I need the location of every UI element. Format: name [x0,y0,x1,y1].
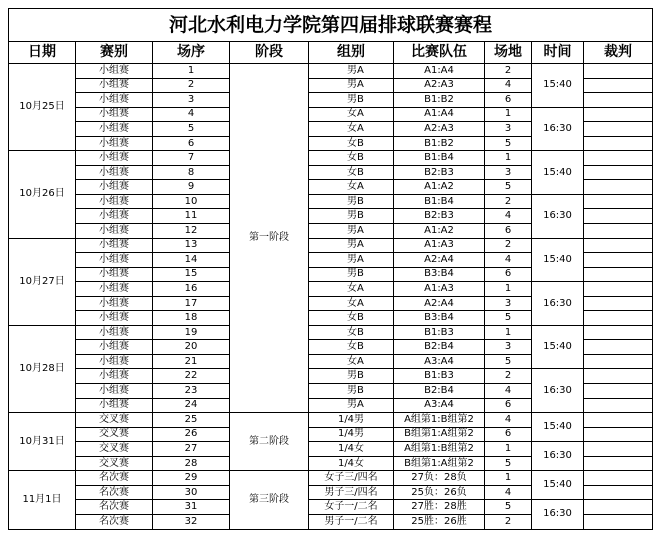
match-type-cell: 小组赛 [76,354,153,369]
match-number-cell: 31 [153,500,230,515]
match-number-cell: 8 [153,165,230,180]
header-row [9,42,653,64]
header-court: 场地 [485,42,532,64]
group-cell: 女B [309,136,394,151]
match-number-cell: 4 [153,107,230,122]
teams-cell: A1:A2 [394,224,485,239]
match-type-cell: 小组赛 [76,224,153,239]
referee-cell [584,384,653,399]
match-number-cell: 16 [153,282,230,297]
group-cell: 1/4男 [309,427,394,442]
group-cell: 男B [309,369,394,384]
match-type-cell: 小组赛 [76,369,153,384]
match-type-cell: 小组赛 [76,122,153,137]
match-number-cell: 7 [153,151,230,166]
table-row [9,282,653,297]
time-cell: 15:40 [532,471,584,500]
court-cell: 2 [485,194,532,209]
teams-cell: B2:B3 [394,165,485,180]
group-cell: 男A [309,78,394,93]
match-type-cell: 小组赛 [76,253,153,268]
teams-cell: A2:A3 [394,78,485,93]
match-type-cell: 名次赛 [76,500,153,515]
court-cell: 4 [485,78,532,93]
referee-cell [584,398,653,413]
match-number-cell: 10 [153,194,230,209]
match-number-cell: 26 [153,427,230,442]
match-type-cell: 小组赛 [76,151,153,166]
referee-cell [584,311,653,326]
court-cell: 4 [485,209,532,224]
match-type-cell: 名次赛 [76,485,153,500]
teams-cell: A1:A3 [394,238,485,253]
teams-cell: A组第1:B组第2 [394,442,485,457]
match-number-cell: 24 [153,398,230,413]
referee-cell [584,78,653,93]
teams-cell: 25负：26负 [394,485,485,500]
group-cell: 女A [309,282,394,297]
group-cell: 女A [309,296,394,311]
match-type-cell: 名次赛 [76,471,153,486]
schedule-table [8,8,653,530]
match-type-cell: 小组赛 [76,180,153,195]
match-number-cell: 22 [153,369,230,384]
teams-cell: B2:B4 [394,384,485,399]
table-row [9,64,653,79]
match-type-cell: 名次赛 [76,514,153,529]
court-cell: 3 [485,340,532,355]
group-cell: 女A [309,122,394,137]
header-teams: 比赛队伍 [394,42,485,64]
table-row [9,194,653,209]
teams-cell: B1:B3 [394,325,485,340]
match-type-cell: 小组赛 [76,238,153,253]
time-cell: 16:30 [532,442,584,471]
court-cell: 1 [485,107,532,122]
table-row [9,500,653,515]
match-type-cell: 交叉赛 [76,442,153,457]
match-number-cell: 5 [153,122,230,137]
match-type-cell: 小组赛 [76,325,153,340]
match-number-cell: 25 [153,413,230,428]
date-cell: 10月28日 [9,325,76,412]
table-row [9,325,653,340]
court-cell: 4 [485,384,532,399]
referee-cell [584,165,653,180]
referee-cell [584,325,653,340]
time-cell: 15:40 [532,413,584,442]
header-stage: 阶段 [230,42,309,64]
referee-cell [584,413,653,428]
match-number-cell: 1 [153,64,230,79]
match-number-cell: 14 [153,253,230,268]
group-cell: 男B [309,384,394,399]
time-cell: 16:30 [532,282,584,326]
court-cell: 3 [485,165,532,180]
court-cell: 1 [485,151,532,166]
group-cell: 男A [309,398,394,413]
match-number-cell: 20 [153,340,230,355]
court-cell: 1 [485,442,532,457]
match-type-cell: 小组赛 [76,78,153,93]
match-type-cell: 小组赛 [76,136,153,151]
time-cell: 15:40 [532,325,584,369]
teams-cell: 27负：28负 [394,471,485,486]
table-row [9,151,653,166]
match-number-cell: 3 [153,93,230,108]
date-cell: 10月27日 [9,238,76,325]
court-cell: 1 [485,471,532,486]
court-cell: 6 [485,224,532,239]
group-cell: 女A [309,107,394,122]
group-cell: 男A [309,64,394,79]
court-cell: 5 [485,136,532,151]
group-cell: 女B [309,340,394,355]
match-number-cell: 30 [153,485,230,500]
teams-cell: B3:B4 [394,267,485,282]
time-cell: 16:30 [532,107,584,151]
group-cell: 女B [309,325,394,340]
table-row [9,369,653,384]
table-row [9,413,653,428]
match-number-cell: 27 [153,442,230,457]
referee-cell [584,354,653,369]
date-cell: 11月1日 [9,471,76,529]
group-cell: 女B [309,311,394,326]
match-number-cell: 6 [153,136,230,151]
court-cell: 6 [485,398,532,413]
match-type-cell: 小组赛 [76,384,153,399]
group-cell: 1/4女 [309,456,394,471]
table-row [9,107,653,122]
referee-cell [584,180,653,195]
stage-cell: 第一阶段 [230,64,309,413]
match-type-cell: 交叉赛 [76,413,153,428]
court-cell: 6 [485,93,532,108]
match-number-cell: 15 [153,267,230,282]
referee-cell [584,456,653,471]
group-cell: 1/4女 [309,442,394,457]
match-number-cell: 11 [153,209,230,224]
group-cell: 女A [309,354,394,369]
time-cell: 16:30 [532,500,584,529]
teams-cell: A1:A2 [394,180,485,195]
referee-cell [584,209,653,224]
group-cell: 男A [309,238,394,253]
referee-cell [584,136,653,151]
court-cell: 5 [485,180,532,195]
match-number-cell: 17 [153,296,230,311]
court-cell: 5 [485,354,532,369]
referee-cell [584,442,653,457]
table-row [9,442,653,457]
court-cell: 1 [485,325,532,340]
teams-cell: B组第1:A组第2 [394,456,485,471]
referee-cell [584,340,653,355]
teams-cell: B1:B3 [394,369,485,384]
stage-cell: 第三阶段 [230,471,309,529]
time-cell: 15:40 [532,151,584,195]
stage-cell: 第二阶段 [230,413,309,471]
time-cell: 16:30 [532,194,584,238]
teams-cell: A1:A3 [394,282,485,297]
group-cell: 男子一/二名 [309,514,394,529]
header-match-type: 赛别 [76,42,153,64]
match-number-cell: 19 [153,325,230,340]
referee-cell [584,122,653,137]
header-match-number: 场序 [153,42,230,64]
group-cell: 男B [309,194,394,209]
header-group: 组别 [309,42,394,64]
court-cell: 4 [485,253,532,268]
group-cell: 男B [309,267,394,282]
teams-cell: B3:B4 [394,311,485,326]
referee-cell [584,194,653,209]
referee-cell [584,64,653,79]
match-type-cell: 小组赛 [76,296,153,311]
time-cell: 16:30 [532,369,584,413]
match-type-cell: 小组赛 [76,165,153,180]
court-cell: 6 [485,427,532,442]
match-type-cell: 小组赛 [76,93,153,108]
group-cell: 男子三/四名 [309,485,394,500]
referee-cell [584,296,653,311]
teams-cell: A2:A4 [394,296,485,311]
match-type-cell: 小组赛 [76,107,153,122]
match-type-cell: 小组赛 [76,267,153,282]
match-number-cell: 23 [153,384,230,399]
table-row [9,238,653,253]
match-type-cell: 小组赛 [76,209,153,224]
court-cell: 4 [485,485,532,500]
match-type-cell: 小组赛 [76,194,153,209]
referee-cell [584,282,653,297]
referee-cell [584,253,653,268]
referee-cell [584,267,653,282]
time-cell: 15:40 [532,238,584,282]
referee-cell [584,93,653,108]
match-type-cell: 交叉赛 [76,456,153,471]
match-type-cell: 小组赛 [76,282,153,297]
header-date: 日期 [9,42,76,64]
match-number-cell: 21 [153,354,230,369]
court-cell: 4 [485,413,532,428]
court-cell: 1 [485,282,532,297]
teams-cell: B1:B2 [394,136,485,151]
match-type-cell: 小组赛 [76,64,153,79]
group-cell: 女子三/四名 [309,471,394,486]
table-row [9,471,653,486]
group-cell: 女B [309,165,394,180]
teams-cell: A3:A4 [394,398,485,413]
referee-cell [584,427,653,442]
teams-cell: 27胜：28胜 [394,500,485,515]
teams-cell: A2:A4 [394,253,485,268]
date-cell: 10月25日 [9,64,76,151]
court-cell: 3 [485,122,532,137]
match-number-cell: 9 [153,180,230,195]
schedule-title: 河北水利电力学院第四届排球联赛赛程 [9,9,653,42]
group-cell: 女子一/二名 [309,500,394,515]
referee-cell [584,107,653,122]
referee-cell [584,224,653,239]
match-type-cell: 小组赛 [76,340,153,355]
teams-cell: 25胜：26胜 [394,514,485,529]
match-type-cell: 交叉赛 [76,427,153,442]
match-number-cell: 18 [153,311,230,326]
teams-cell: B组第1:A组第2 [394,427,485,442]
court-cell: 3 [485,296,532,311]
court-cell: 2 [485,514,532,529]
court-cell: 2 [485,369,532,384]
court-cell: 2 [485,238,532,253]
court-cell: 5 [485,311,532,326]
teams-cell: B1:B4 [394,194,485,209]
group-cell: 女A [309,180,394,195]
referee-cell [584,369,653,384]
teams-cell: A1:A4 [394,64,485,79]
match-number-cell: 13 [153,238,230,253]
court-cell: 2 [485,64,532,79]
match-number-cell: 28 [153,456,230,471]
match-number-cell: 29 [153,471,230,486]
group-cell: 女B [309,151,394,166]
time-cell: 15:40 [532,64,584,108]
group-cell: 男B [309,209,394,224]
teams-cell: B1:B4 [394,151,485,166]
court-cell: 6 [485,267,532,282]
date-cell: 10月31日 [9,413,76,471]
teams-cell: B2:B4 [394,340,485,355]
referee-cell [584,514,653,529]
referee-cell [584,471,653,486]
match-number-cell: 12 [153,224,230,239]
header-time: 时间 [532,42,584,64]
match-number-cell: 32 [153,514,230,529]
header-referee: 裁判 [584,42,653,64]
group-cell: 男A [309,224,394,239]
group-cell: 男B [309,93,394,108]
referee-cell [584,151,653,166]
match-type-cell: 小组赛 [76,311,153,326]
teams-cell: A3:A4 [394,354,485,369]
referee-cell [584,500,653,515]
court-cell: 5 [485,500,532,515]
teams-cell: A组第1:B组第2 [394,413,485,428]
date-cell: 10月26日 [9,151,76,238]
teams-cell: B2:B3 [394,209,485,224]
match-number-cell: 2 [153,78,230,93]
referee-cell [584,485,653,500]
match-type-cell: 小组赛 [76,398,153,413]
teams-cell: A2:A3 [394,122,485,137]
schedule-sheet [8,8,653,530]
group-cell: 男A [309,253,394,268]
referee-cell [584,238,653,253]
group-cell: 1/4男 [309,413,394,428]
teams-cell: B1:B2 [394,93,485,108]
court-cell: 5 [485,456,532,471]
teams-cell: A1:A4 [394,107,485,122]
